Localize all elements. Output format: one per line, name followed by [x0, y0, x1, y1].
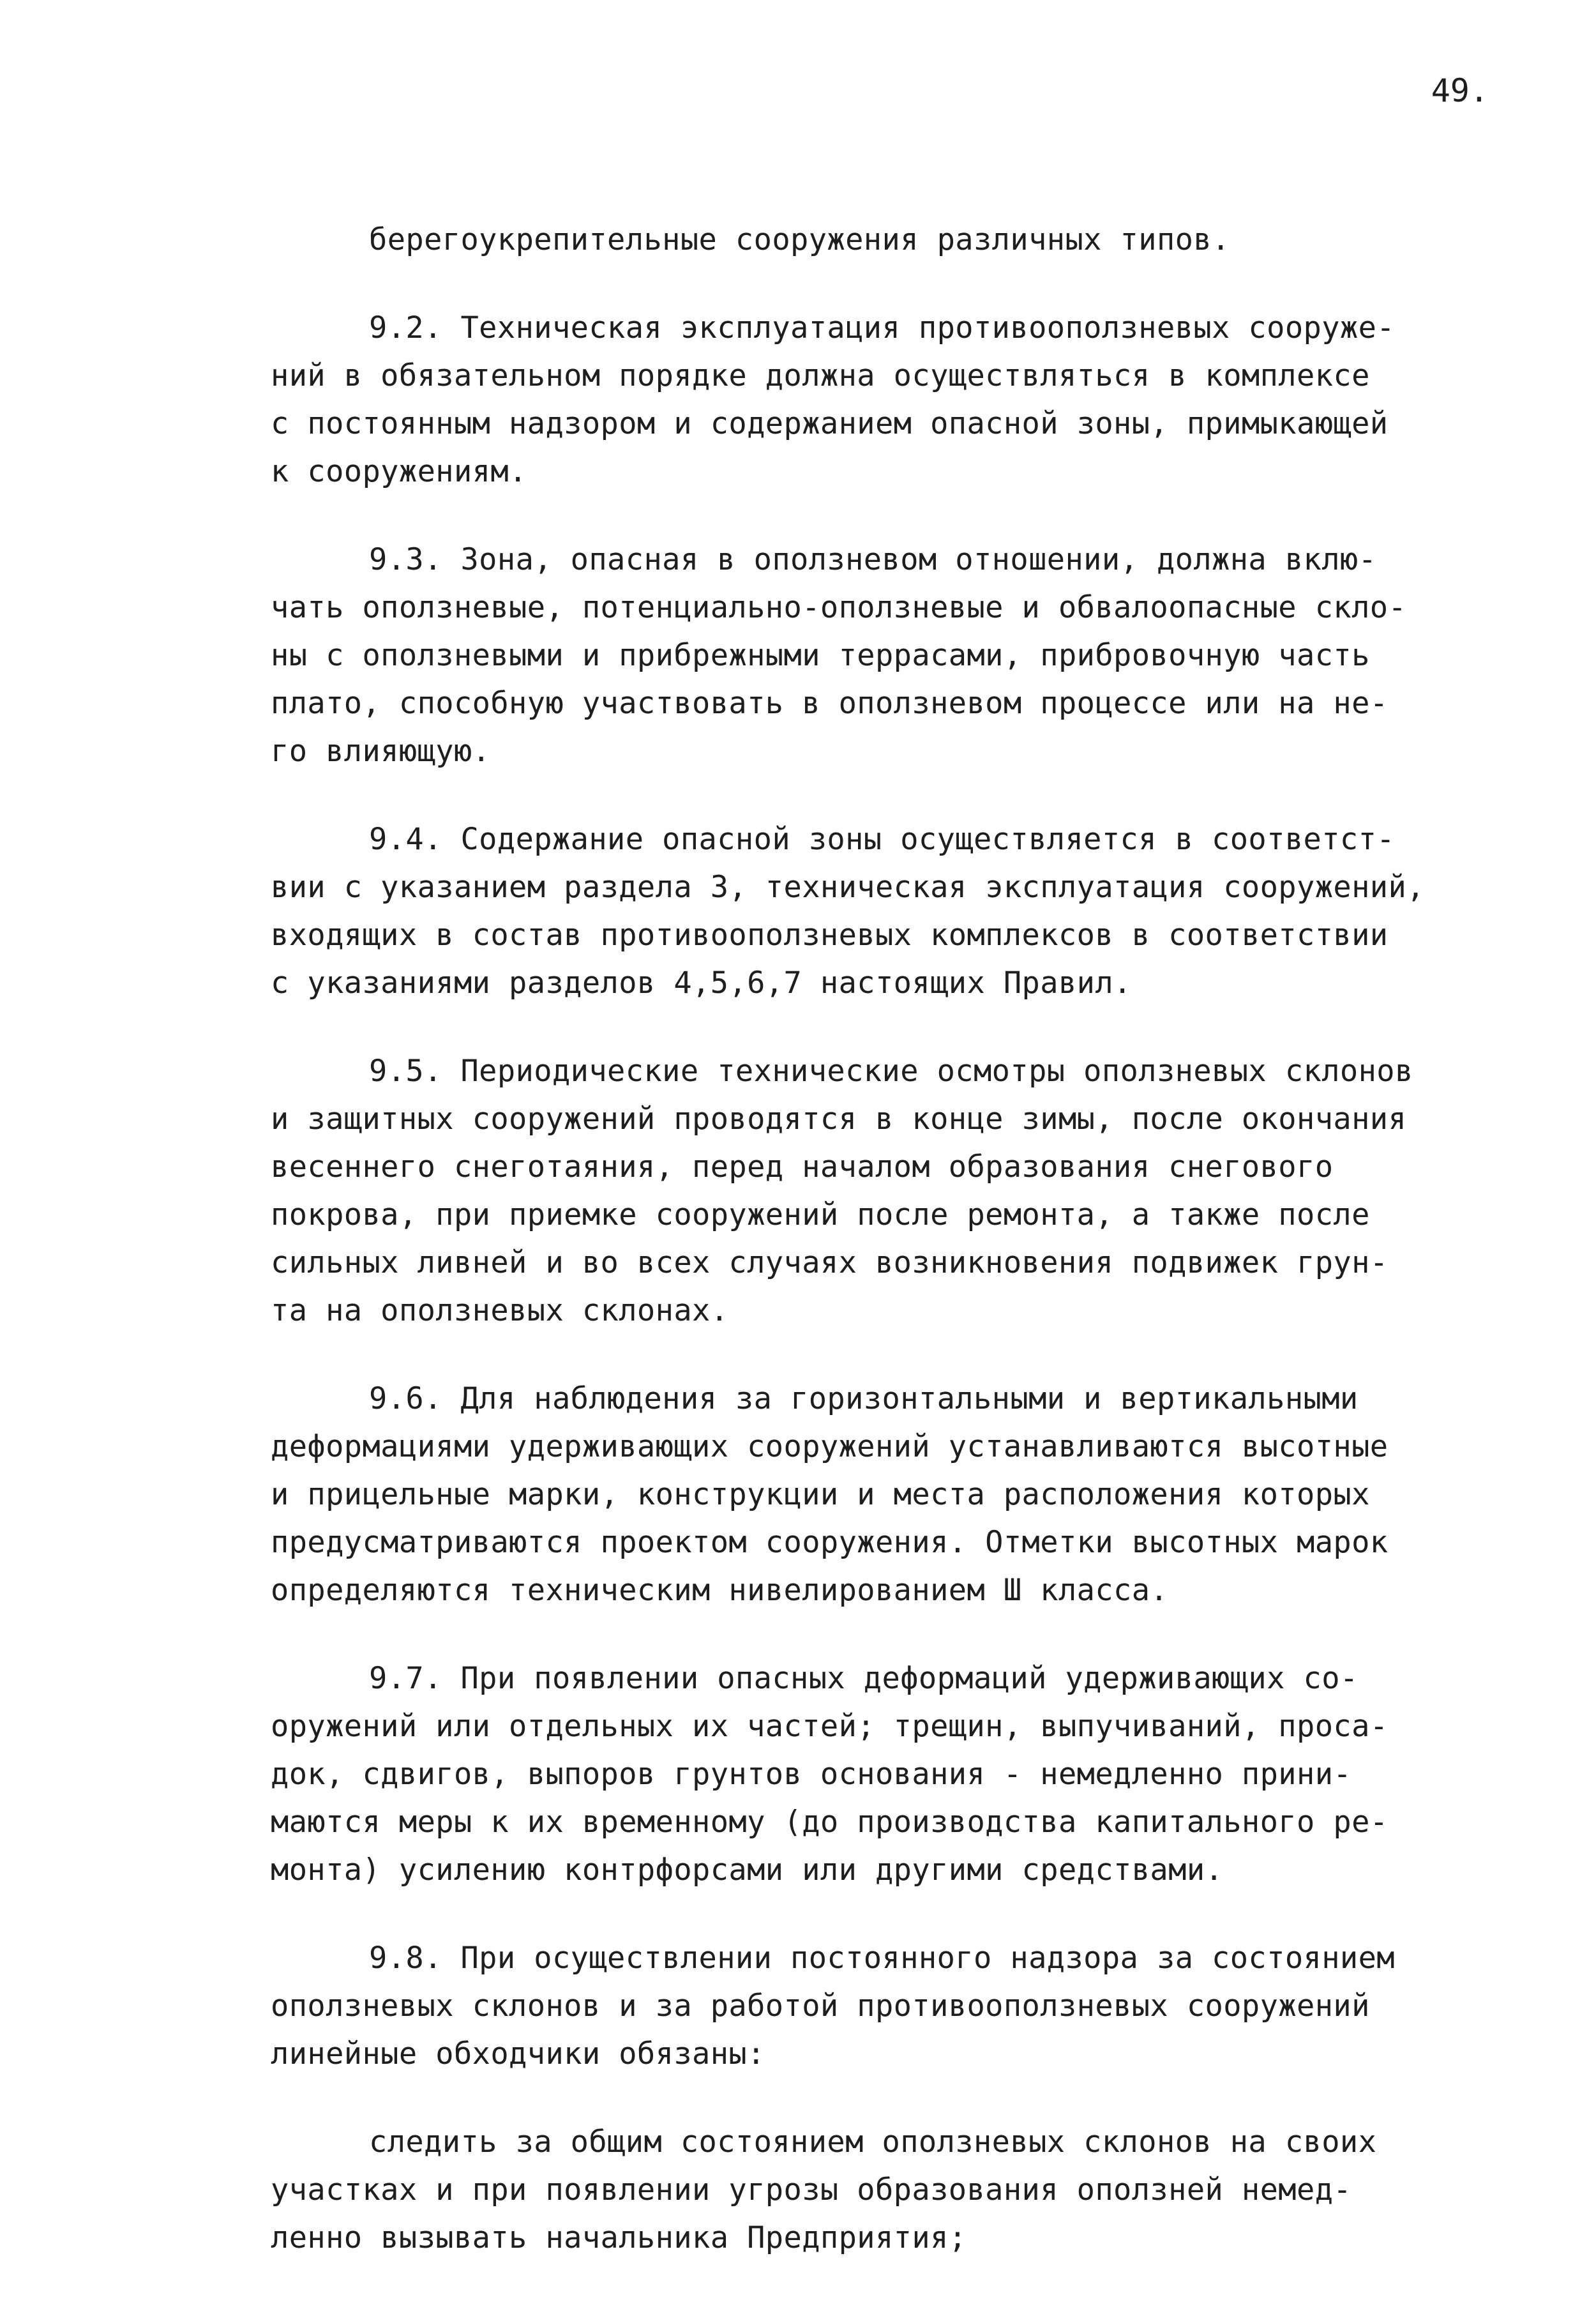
text-line: 9.8. При осуществлении постоянного надзора за состоянием: [369, 1941, 1395, 1976]
text-line: берегоукрепительные сооружения различных типов.: [369, 222, 1230, 257]
text-line: оползневых склонов и за работой противооползневых сооружений: [271, 1988, 1370, 2024]
paragraph-9-5: [271, 1047, 1509, 1335]
text-line: 9.7. При появлении опасных деформаций удерживающих со-: [369, 1661, 1359, 1696]
text-line: весеннего снеготаяния, перед началом образования снегового: [271, 1149, 1334, 1185]
paragraph-9-4: [271, 815, 1509, 1007]
text-line: предусматриваются проектом сооружения. Отметки высотных марок: [271, 1525, 1389, 1560]
text-line: монта) усилению контрфорсами или другими средствами.: [271, 1852, 1224, 1888]
text-line: 9.2. Техническая эксплуатация противооползневых сооруже-: [369, 310, 1395, 345]
text-line: ны с оползневыми и прибрежными террасами, прибровочную часть: [271, 638, 1370, 673]
text-line: 9.3. Зона, опасная в оползневом отношении, должна вклю-: [369, 542, 1377, 577]
text-line: деформациями удерживающих сооружений устанавливаются высотные: [271, 1429, 1389, 1464]
text-line: следить за общим состоянием оползневых склонов на своих: [369, 2124, 1377, 2160]
text-line: 9.6. Для наблюдения за горизонтальными и вертикальными: [369, 1381, 1359, 1416]
text-line: плато, способную участвовать в оползневом процессе или на не-: [271, 686, 1389, 721]
paragraph-9-8: [271, 1934, 1509, 2078]
text-line: 9.4. Содержание опасной зоны осуществляется в соответст-: [369, 822, 1395, 857]
text-line: ленно вызывать начальника Предприятия;: [271, 2220, 967, 2255]
paragraph-9-7: [271, 1655, 1509, 1894]
text-line: сильных ливней и во всех случаях возникновения подвижек грун-: [271, 1245, 1389, 1280]
text-line: к сооружениям.: [271, 454, 527, 489]
text-line: определяются техническим нивелированием Ш класса.: [271, 1573, 1169, 1608]
text-line: вии с указанием раздела 3, техническая эксплуатация сооружений,: [271, 870, 1425, 905]
paragraph-9-2: [271, 304, 1509, 496]
text-line: покрова, при приемке сооружений после ремонта, а также после: [271, 1197, 1370, 1232]
text-line: док, сдвигов, выпоров грунтов основания - немедленно прини-: [271, 1757, 1352, 1792]
text-line: участках и при появлении угрозы образования оползней немед-: [271, 2172, 1352, 2207]
page-number: 49.: [1431, 72, 1489, 109]
text-line: го влияющую.: [271, 734, 491, 769]
text-line: оружений или отдельных их частей; трещин, выпучиваний, проса-: [271, 1709, 1389, 1744]
text-line: с постоянным надзором и содержанием опасной зоны, примыкающей: [271, 406, 1389, 441]
text-line: входящих в состав противооползневых комплексов в соответствии: [271, 918, 1389, 953]
text-line: линейные обходчики обязаны:: [271, 2036, 765, 2071]
text-line: чать оползневые, потенциально-оползневые и обвалоопасные скло-: [271, 590, 1407, 625]
text-line: маются меры к их временному (до производства капитального ре-: [271, 1805, 1389, 1840]
paragraph-9-6: [271, 1375, 1509, 1614]
text-line: ний в обязательном порядке должна осуществляться в комплексе: [271, 358, 1370, 393]
text-line: 9.5. Периодические технические осмотры оползневых склонов: [369, 1054, 1413, 1089]
text-line: с указаниями разделов 4,5,6,7 настоящих Правил.: [271, 965, 1132, 1001]
document-body: [271, 216, 1509, 2302]
text-line: и защитных сооружений проводятся в конце зимы, после окончания: [271, 1102, 1407, 1137]
paragraph-9-3: [271, 536, 1509, 775]
text-line: та на оползневых склонах.: [271, 1293, 729, 1328]
paragraph-duty-item: [271, 2118, 1509, 2262]
paragraph-intro-continuation: [271, 216, 1509, 264]
text-line: и прицельные марки, конструкции и места расположения которых: [271, 1477, 1370, 1512]
